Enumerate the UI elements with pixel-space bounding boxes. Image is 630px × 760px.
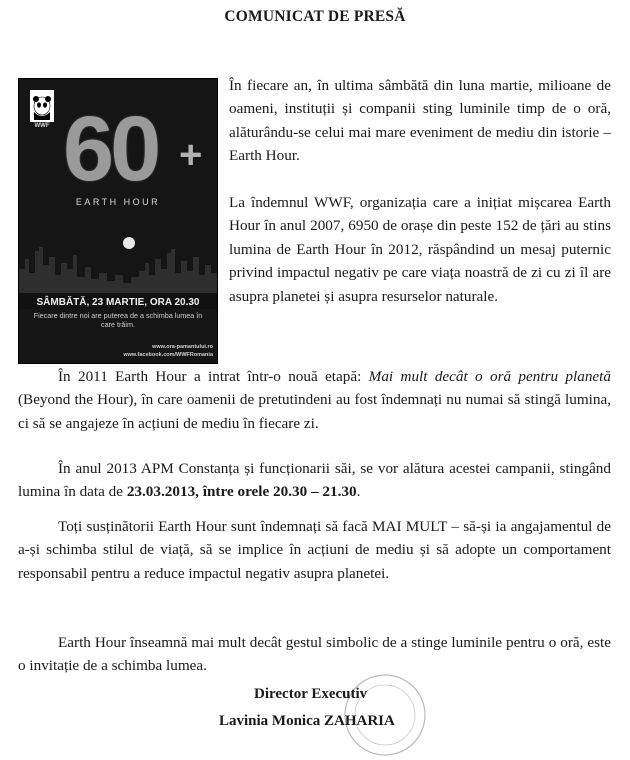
- poster-facebook: www.facebook.com/WWFRomania: [123, 352, 213, 358]
- poster-event-name: EARTH HOUR: [75, 197, 161, 207]
- paragraph-2: La îndemnul WWF, organizația care a inițiat mișcarea Earth Hour în anul 2007, 6950 de orașe din peste 152 de țări au stins lumina de Earth Hour în 2012, răspândind un mesaj puternic privind impactul negativ pe care viața noastră de zi cu zi îl are asupra planetei și asupra resurselor naturale.: [229, 194, 611, 305]
- wwf-label: WWF: [34, 123, 50, 129]
- signature-name: Lavinia Monica ZAHARIA: [219, 713, 395, 729]
- panda-logo-icon: [30, 90, 54, 122]
- paragraph-3-text-start: În 2011 Earth Hour a intrat într-o nouă etapă:: [58, 368, 369, 385]
- paragraph-3-italic: Mai mult decât o oră pentru planetă: [368, 368, 611, 385]
- paragraph-3-text-end: (Beyond the Hour), în care oamenii de pretutindeni au fost îndemnați nu numai să stingă lumina, ci să se angajeze în acțiuni de mediu în fiecare zi.: [18, 391, 611, 432]
- paragraph-5: Toți susținătorii Earth Hour sunt îndemnați să facă MAI MULT – să-și ia angajamentul de a-și schimba stilul de viață, să se implice în acțiuni de mediu și să adopte un comportament responsabil pentru a reduce impactul negativ asupra planetei.: [18, 518, 611, 582]
- poster-plus: +: [179, 133, 203, 177]
- paragraph-3: [18, 365, 611, 435]
- paragraph-6: Earth Hour înseamnă mai mult decât gestul simbolic de a stinge luminile pentru o oră, este o invitație de a schimba lumea.: [18, 634, 611, 675]
- poster-date: SÂMBĂTĂ, 23 MARTIE, ORA 20.30: [36, 297, 200, 308]
- paragraph-4: [18, 457, 611, 504]
- signature-role: Director Executiv: [254, 686, 368, 702]
- paragraph-4-text-end: .: [356, 483, 361, 501]
- earth-hour-poster: [18, 78, 218, 364]
- document-title: COMUNICAT DE PRESĂ: [224, 8, 406, 25]
- paragraph-4-text-start: În anul 2013 APM Constanța și funcționarii săi, se vor alătura acestei campanii, stingând lumina în data de: [18, 460, 611, 501]
- poster-website: www.ora-pamantului.ro: [152, 344, 213, 350]
- paragraph-4-date: 23.03.2013, între orele 20.30 – 21.30: [126, 483, 357, 501]
- poster-number: 60: [63, 98, 158, 200]
- poster-slogan: Fiecare dintre noi are puterea de a schimba lumea în care trăim.: [33, 311, 203, 329]
- paragraph-1: În fiecare an, în ultima sâmbătă din luna martie, milioane de oameni, instituții și companii sting luminile timp de o oră, alăturându-se celui mai mare eveniment de mediu din istorie – Earth Hour.: [229, 77, 611, 165]
